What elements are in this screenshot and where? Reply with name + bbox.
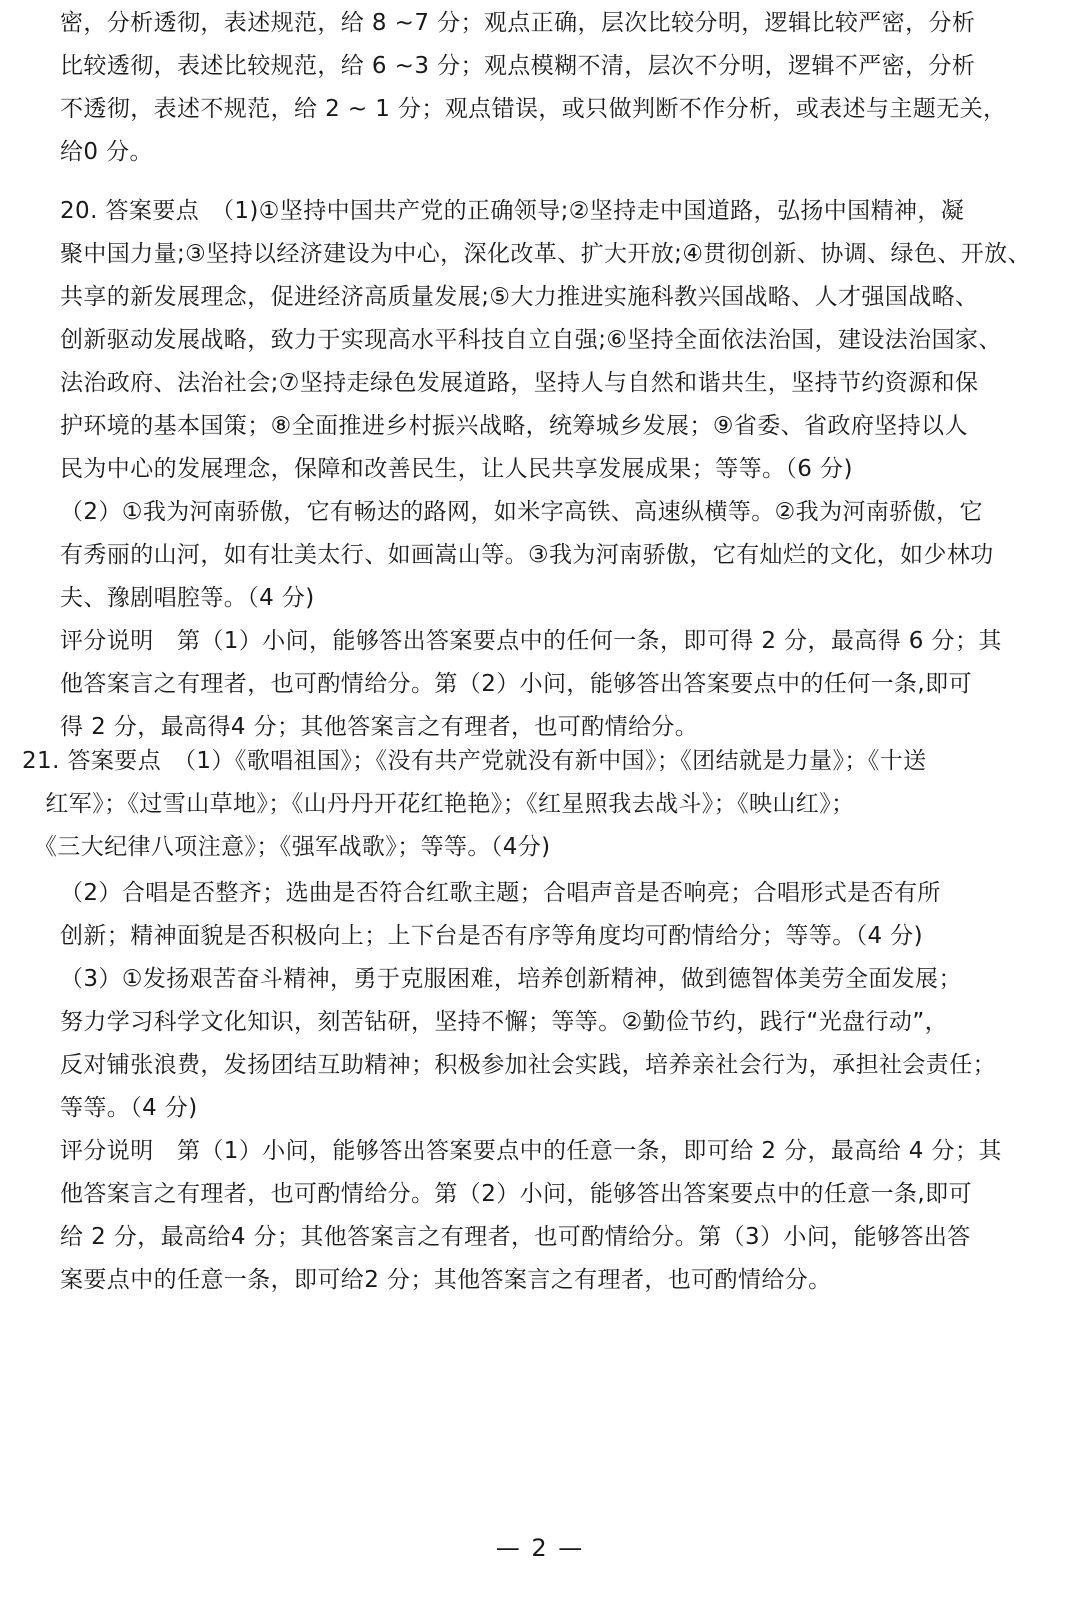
text-line: 评分说明 第（1）小问，能够答出答案要点中的任何一条，即可得 2 分，最高得 6 分；其 xyxy=(60,628,1002,654)
text-line: 护环境的基本国策；⑧全面推进乡村振兴战略，统筹城乡发展；⑨省委、省政府坚持以人 xyxy=(60,413,968,439)
text-line: （3）①发扬艰苦奋斗精神，勇于克服困难，培养创新精神，做到德智体美劳全面发展； xyxy=(60,966,962,992)
text-line: （2）合唱是否整齐；选曲是否符合红歌主题；合唱声音是否响亮；合唱形式是否有所 xyxy=(60,880,941,906)
text-line: 不透彻，表述不规范，给 2 ~ 1 分；观点错误，或只做判断不作分析，或表述与主题无关， xyxy=(60,96,1007,122)
text-line: 红军》；《过雪山草地》；《山丹丹开花红艳艳》；《红星照我去战斗》；《映山红》； xyxy=(22,791,855,817)
text-line: 密，分析透彻，表述规范，给 8 ~7 分；观点正确，层次比较分明，逻辑比较严密，分析 xyxy=(60,10,976,36)
text-line: 努力学习科学文化知识，刻苦钻研，坚持不懈；等等。②勤俭节约，践行“光盘行动”， xyxy=(60,1009,949,1035)
question-21-answer-part2 xyxy=(60,872,1040,1302)
text-line: 21. 答案要点 （1）《歌唱祖国》；《没有共产党就没有新中国》；《团结就是力量》；《十送 xyxy=(22,748,927,774)
text-line: 创新；精神面貌是否积极向上；上下台是否有序等角度均可酌情给分；等等。（4 分) xyxy=(60,923,924,949)
text-line: 给0 分。 xyxy=(60,139,153,165)
text-line: 反对铺张浪费，发扬团结互助精神；积极参加社会实践，培养亲社会行为，承担社会责任； xyxy=(60,1052,996,1078)
text-line: 有秀丽的山河，如有壮美太行、如画嵩山等。③我为河南骄傲，它有灿烂的文化，如少林功 xyxy=(60,542,994,568)
text-line: 《三大纪律八项注意》；《强军战歌》；等等。（4分) xyxy=(22,834,551,860)
text-line: 案要点中的任意一条，即可给2 分；其他答案言之有理者，也可酌情给分。 xyxy=(60,1267,832,1293)
text-line: 得 2 分，最高得4 分；其他答案言之有理者，也可酌情给分。 xyxy=(60,714,699,740)
text-line: 评分说明 第（1）小问，能够答出答案要点中的任意一条，即可给 2 分，最高给 4 分；其 xyxy=(60,1138,1002,1164)
text-line: 他答案言之有理者，也可酌情给分。第（2）小问，能够答出答案要点中的任何一条,即可 xyxy=(60,671,972,697)
text-line: 创新驱动发展战略，致力于实现高水平科技自立自强;⑥坚持全面依法治国，建设法治国家、 xyxy=(60,327,1002,353)
text-line: 夫、豫剧唱腔等。（4 分) xyxy=(60,585,315,611)
text-line: 法治政府、法治社会;⑦坚持走绿色发展道路，坚持人与自然和谐共生，坚持节约资源和保 xyxy=(60,370,979,396)
text-line: （2）①我为河南骄傲，它有畅达的路网，如米字高铁、高速纵横等。②我为河南骄傲，它 xyxy=(60,499,983,525)
text-line: 聚中国力量;③坚持以经济建设为中心，深化改革、扩大开放;④贯彻创新、协调、绿色、开放、 xyxy=(60,241,1031,267)
scoring-criteria-continued xyxy=(60,2,1040,174)
text-line: 等等。（4 分) xyxy=(60,1095,198,1121)
text-line: 民为中心的发展理念，保障和改善民生，让人民共享发展成果；等等。（6 分) xyxy=(60,456,853,482)
text-line: 给 2 分，最高给4 分；其他答案言之有理者，也可酌情给分。第（3）小问，能够答出答 xyxy=(60,1224,971,1250)
question-21-answer-part1 xyxy=(22,740,1042,869)
text-line: 共享的新发展理念，促进经济高质量发展;⑤大力推进实施科教兴国战略、人才强国战略、 xyxy=(60,284,979,310)
text-line: 20. 答案要点 （1)①坚持中国共产党的正确领导;②坚持走中国道路，弘扬中国精神，凝 xyxy=(60,198,965,224)
text-line: 比较透彻，表述比较规范，给 6 ~3 分；观点模糊不清，层次不分明，逻辑不严密，分析 xyxy=(60,53,976,79)
page-number: — 2 — xyxy=(495,1534,585,1562)
question-20-answer xyxy=(60,190,1040,749)
text-line: 他答案言之有理者，也可酌情给分。第（2）小问，能够答出答案要点中的任意一条,即可 xyxy=(60,1181,972,1207)
